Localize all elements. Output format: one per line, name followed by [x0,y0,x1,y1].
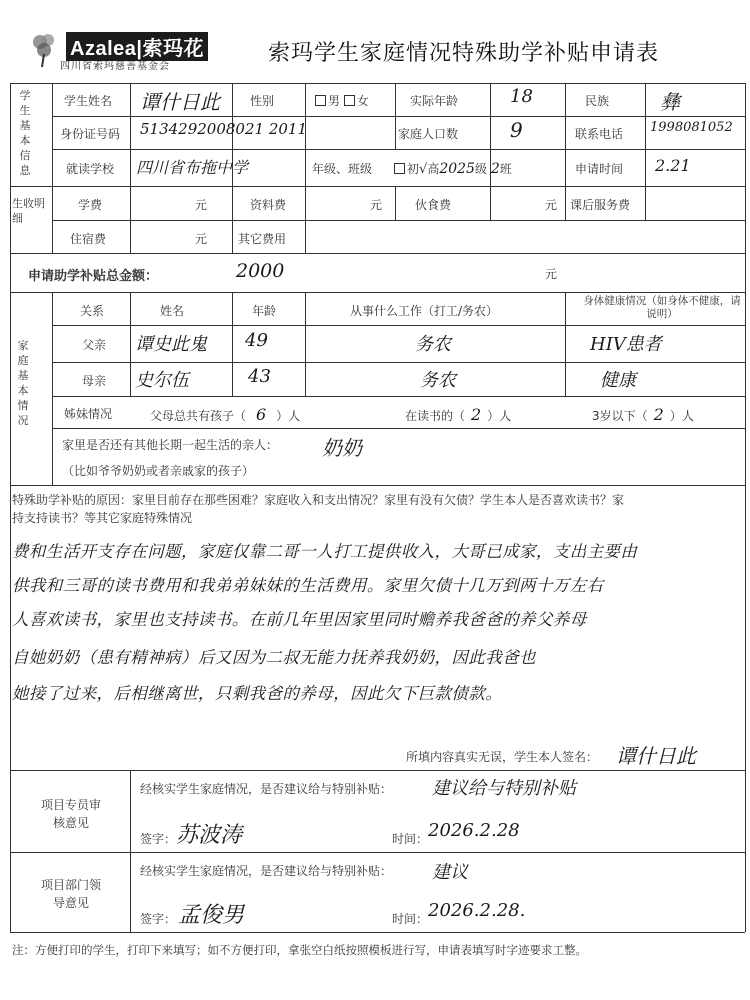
gender-label: 性别 [250,94,275,108]
material-label: 资料费 [250,198,287,212]
name-label: 学生姓名 [64,94,113,108]
page-title: 索玛学生家庭情况特殊助学补贴申请表 [268,41,660,66]
review1-sign-label: 签字： [140,832,177,846]
review2-signer: 孟俊男 [178,903,245,928]
col-name: 姓名 [160,304,185,318]
lodging-label: 住宿费 [70,232,107,246]
apply-time-label: 申请时间 [575,162,624,176]
review1-time: 2026.2.28 [428,820,520,841]
review1-time-label: 时间： [392,832,429,846]
id-label: 身份证号码 [60,127,121,141]
male-checkbox[interactable] [315,95,326,106]
azalea-flower-icon [28,30,62,68]
name-value: 谭什日此 [140,90,220,114]
reason-question-2: 持支持读书？等其它家庭特殊情况 [12,511,193,525]
school-label: 就读学校 [66,162,115,176]
org-name: 四川省索玛慈善基金会 [60,61,170,72]
id-value: 5134292008021 2011 [140,120,308,138]
ethnicity-value: 彝 [660,90,680,114]
review2-time-label: 时间： [392,912,429,926]
logo-text: Azalea|索玛花 [66,32,208,61]
total-label: 申请助学补贴总金额： [28,269,159,284]
studying-count: 在读书的（ 2 ）人 [405,405,512,424]
age-label: 实际年龄 [410,94,459,108]
reason-line-2: 供我和三哥的读书费用和我弟弟妹妹的生活费用。家里欠债十几万到两十万左右 [12,576,604,595]
siblings-label: 姊妹情况 [64,407,113,421]
gender-options: 男 女 [315,92,369,109]
footer-note: 注：方便打印的学生，打印下来填写；如不方便打印，拿张空白纸按照模板进行写，申请表填写时字迹要求工整。 [12,943,587,957]
review2-sign-label: 签字： [140,912,177,926]
female-checkbox[interactable] [344,95,355,106]
col-work: 从事什么工作（打工/务农） [350,304,499,318]
family-count-label: 家庭人口数 [398,127,459,141]
school-value: 四川省布拖中学 [136,158,249,177]
others-hint: （比如爷爷奶奶或者亲戚家的孩子） [62,464,255,478]
review2-label: 项目部门领导意见 [40,878,101,910]
review2-question: 经核实学生家庭情况，是否建议给与特别补贴： [140,864,393,878]
fees-section-label: 生收明细 [12,197,45,225]
children-count: 父母总共有孩子（ 6 ）人 [150,405,301,424]
grade-label: 年级、班级 [312,162,373,176]
review2-answer: 建议 [432,862,468,883]
review1-signer: 苏波涛 [176,823,243,848]
reason-line-1: 费和生活开支存在问题，家庭仅靠二哥一人打工提供收入，大哥已成家，支出主要由 [12,542,638,561]
phone-label: 联系电话 [575,127,624,141]
tuition-label: 学费 [78,198,103,212]
reason-line-4: 自她奶奶（患有精神病）后又因为二叔无能力抚养我奶奶，因此我爸也 [12,648,536,667]
student-signature: 谭什日此 [616,744,696,768]
meal-unit: 元 [545,198,558,212]
age-value: 18 [510,86,533,107]
review1-answer: 建议给与特别补贴 [432,778,576,799]
declaration: 所填内容真实无误，学生本人签名： [406,750,599,764]
others-value: 奶奶 [322,436,362,460]
reason-question: 特殊助学补贴的原因：家里目前存在那些困难？家庭收入和支出情况？家里有没有欠债？学生本人是否喜欢读书？家 [12,493,625,507]
tuition-unit: 元 [195,198,208,212]
reason-line-5: 她接了过来，后相继离世，只剩我爸的养母，因此欠下巨款债款。 [12,684,503,703]
col-health: 身体健康情况（如身体不健康，请说明） [583,295,741,320]
col-age: 年龄 [252,304,277,318]
others-label: 家里是否还有其他长期一起生活的亲人： [62,438,279,452]
after-school-label: 课后服务费 [570,198,631,212]
family-count-value: 9 [510,118,523,142]
total-value: 2000 [236,260,285,282]
review1-label: 项目专员审核意见 [40,798,101,830]
col-relation: 关系 [80,304,105,318]
phone-value: 1998081052 [650,120,733,135]
lodging-unit: 元 [195,232,208,246]
material-unit: 元 [370,198,383,212]
meal-label: 伙食费 [415,198,452,212]
under3-count: 3岁以下（ 2 ）人 [592,405,694,424]
review2-time: 2026.2.28. [428,900,526,921]
logo [28,30,218,70]
student-section-label: 学生基本信息 [19,89,31,177]
grade-options: 初√高2025级 2班 [394,160,512,177]
family-section-label: 家庭基本情况 [17,339,29,427]
other-fee-label: 其它费用 [238,232,287,246]
reason-line-3: 人喜欢读书，家里也支持读书。在前几年里因家里同时赡养我爸爸的养父养母 [12,610,587,629]
junior-checkbox[interactable] [394,163,405,174]
review1-question: 经核实学生家庭情况，是否建议给与特别补贴： [140,782,393,796]
ethnicity-label: 民族 [585,94,610,108]
apply-time-value: 2.21 [655,156,691,175]
total-unit: 元 [545,267,558,281]
